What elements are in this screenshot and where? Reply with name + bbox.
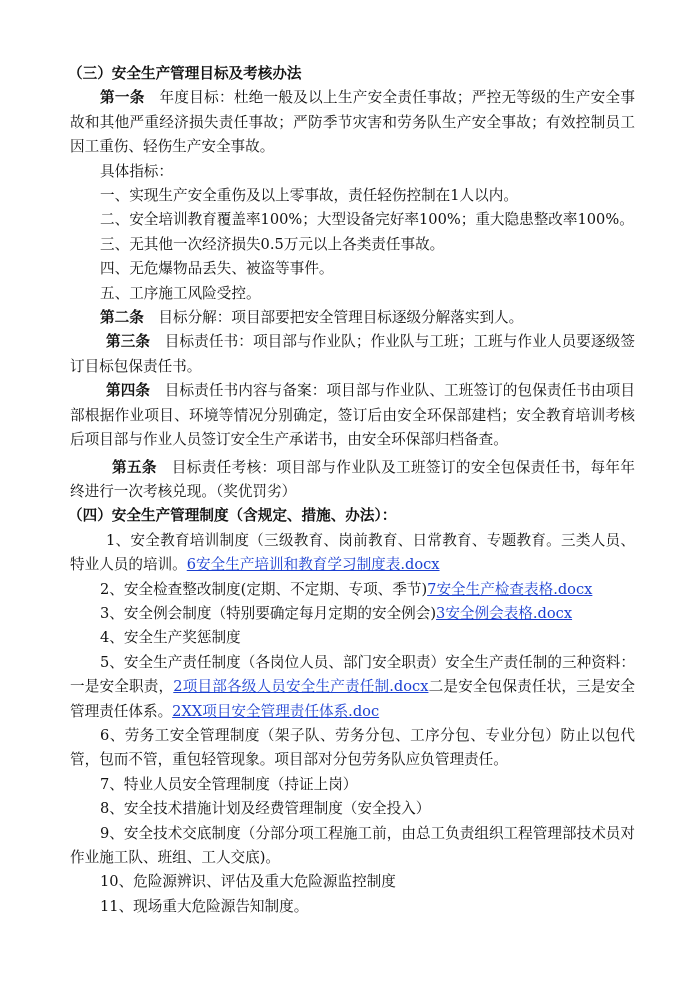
section3-heading: （三）安全生产管理目标及考核办法 [68, 65, 302, 82]
article-1-text: 年度目标：杜绝一般及以上生产安全责任事故；严控无等级的生产安全事故和其他严重经济损失责任事故；严防季节灾害和劳务队生产安全事故；有效控制员工因工重伤、轻伤生产安全事故。 [70, 89, 635, 156]
article-2-text: 目标分解：项目部要把安全管理目标逐级分解落实到人。 [143, 309, 524, 327]
spec-item: 四、无危爆物品丢失、被盗等事件。 [100, 260, 334, 278]
spec-title: 具体指标： [100, 162, 173, 180]
training-table-link[interactable]: 6安全生产培训和教育学习制度表.docx [186, 556, 440, 574]
system-item-9: 9、安全技术交底制度（分部分项工程施工前，由总工负责组织工程管理部技术员对作业施工队、班组、工人交底)。 [70, 824, 635, 866]
article-5-label: 第五条 [112, 458, 157, 476]
spec-item: 三、无其他一次经济损失0.5万元以上各类责任事故。 [100, 235, 445, 253]
article-3-label: 第三条 [106, 333, 151, 351]
system-item-4: 4、安全生产奖惩制度 [100, 629, 241, 647]
system-item-8: 8、安全技术措施计划及经费管理制度（安全投入） [100, 800, 431, 818]
system-item-5-text-a: 5、安全生产责任制度（各岗位人员、部门安全职责）安全生产责任制的三种资料：一是安全职责， [70, 653, 635, 696]
inspection-table-link[interactable]: 7安全生产检查表格.docx [427, 580, 593, 598]
meeting-table-link[interactable]: 3安全例会表格.docx [436, 604, 573, 622]
system-item-6: 6、劳务工安全管理制度（架子队、劳务分包、工序分包、专业分包）防止以包代管，包而不管，重包轻管现象。项目部对分包劳务队应负管理责任。 [70, 726, 635, 769]
article-3-text: 目标责任书：项目部与作业队；作业队与工班；工班与作业人员要逐级签订目标包保责任书。 [70, 333, 635, 375]
article-4-text: 目标责任书内容与备案：项目部与作业队、工班签订的包保责任书由项目部根据作业项目、环境等情况分别确定，签订后由安全环保部建档；安全教育培训考核后项目部与作业人员签订安全生产承诺书，由安全环保部归档备查。 [70, 382, 635, 449]
system-item-5-text-b: 二是安全包保责任状，三是安全管理责任体系。 [70, 678, 635, 720]
article-2 [70, 306, 635, 330]
system-item-2 [70, 578, 635, 602]
system-item-10: 10、危险源辨识、评估及重大危险源监控制度 [100, 873, 396, 891]
system-item-3-text: 3、安全例会制度（特别要确定每月定期的安全例会) [100, 604, 437, 622]
article-5 [70, 456, 635, 505]
system-item-3 [70, 602, 635, 626]
article-4 [70, 379, 635, 452]
spec-item: 二、安全培训教育覆盖率100%；大型设备完好率100%；重大隐患整改率100%。 [100, 211, 634, 229]
article-4-label: 第四条 [106, 382, 151, 400]
system-item-7: 7、特业人员安全管理制度（持证上岗） [100, 775, 358, 793]
system-item-1-text: 1、安全教育培训制度（三级教育、岗前教育、日常教育、专题教育。三类人员、特业人员的培训。 [70, 531, 635, 574]
system-item-5 [70, 651, 635, 724]
responsibility-doc-link[interactable]: 2项目部各级人员安全生产责任制.docx [173, 678, 429, 696]
article-3 [70, 330, 635, 379]
article-1-label: 第一条 [100, 89, 145, 107]
system-item-2-text: 2、安全检查整改制度(定期、不定期、专项、季节) [100, 580, 428, 598]
spec-item: 一、实现生产安全重伤及以上零事故，责任轻伤控制在1人以内。 [100, 187, 518, 205]
system-item-11: 11、现场重大危险源告知制度。 [100, 897, 309, 915]
spec-item: 五、工序施工风险受控。 [100, 284, 261, 302]
article-2-label: 第二条 [100, 309, 144, 327]
system-item-1 [70, 529, 635, 578]
article-1 [70, 86, 635, 159]
responsibility-system-link[interactable]: 2XX项目安全管理责任体系.doc [172, 702, 380, 720]
article-5-text: 目标责任考核：项目部与作业队及工班签订的安全包保责任书，每年年终进行一次考核兑现。（奖优罚劣） [70, 458, 635, 500]
section4-heading: （四）安全生产管理制度（含规定、措施、办法）： [68, 507, 397, 525]
document-page [70, 62, 635, 919]
